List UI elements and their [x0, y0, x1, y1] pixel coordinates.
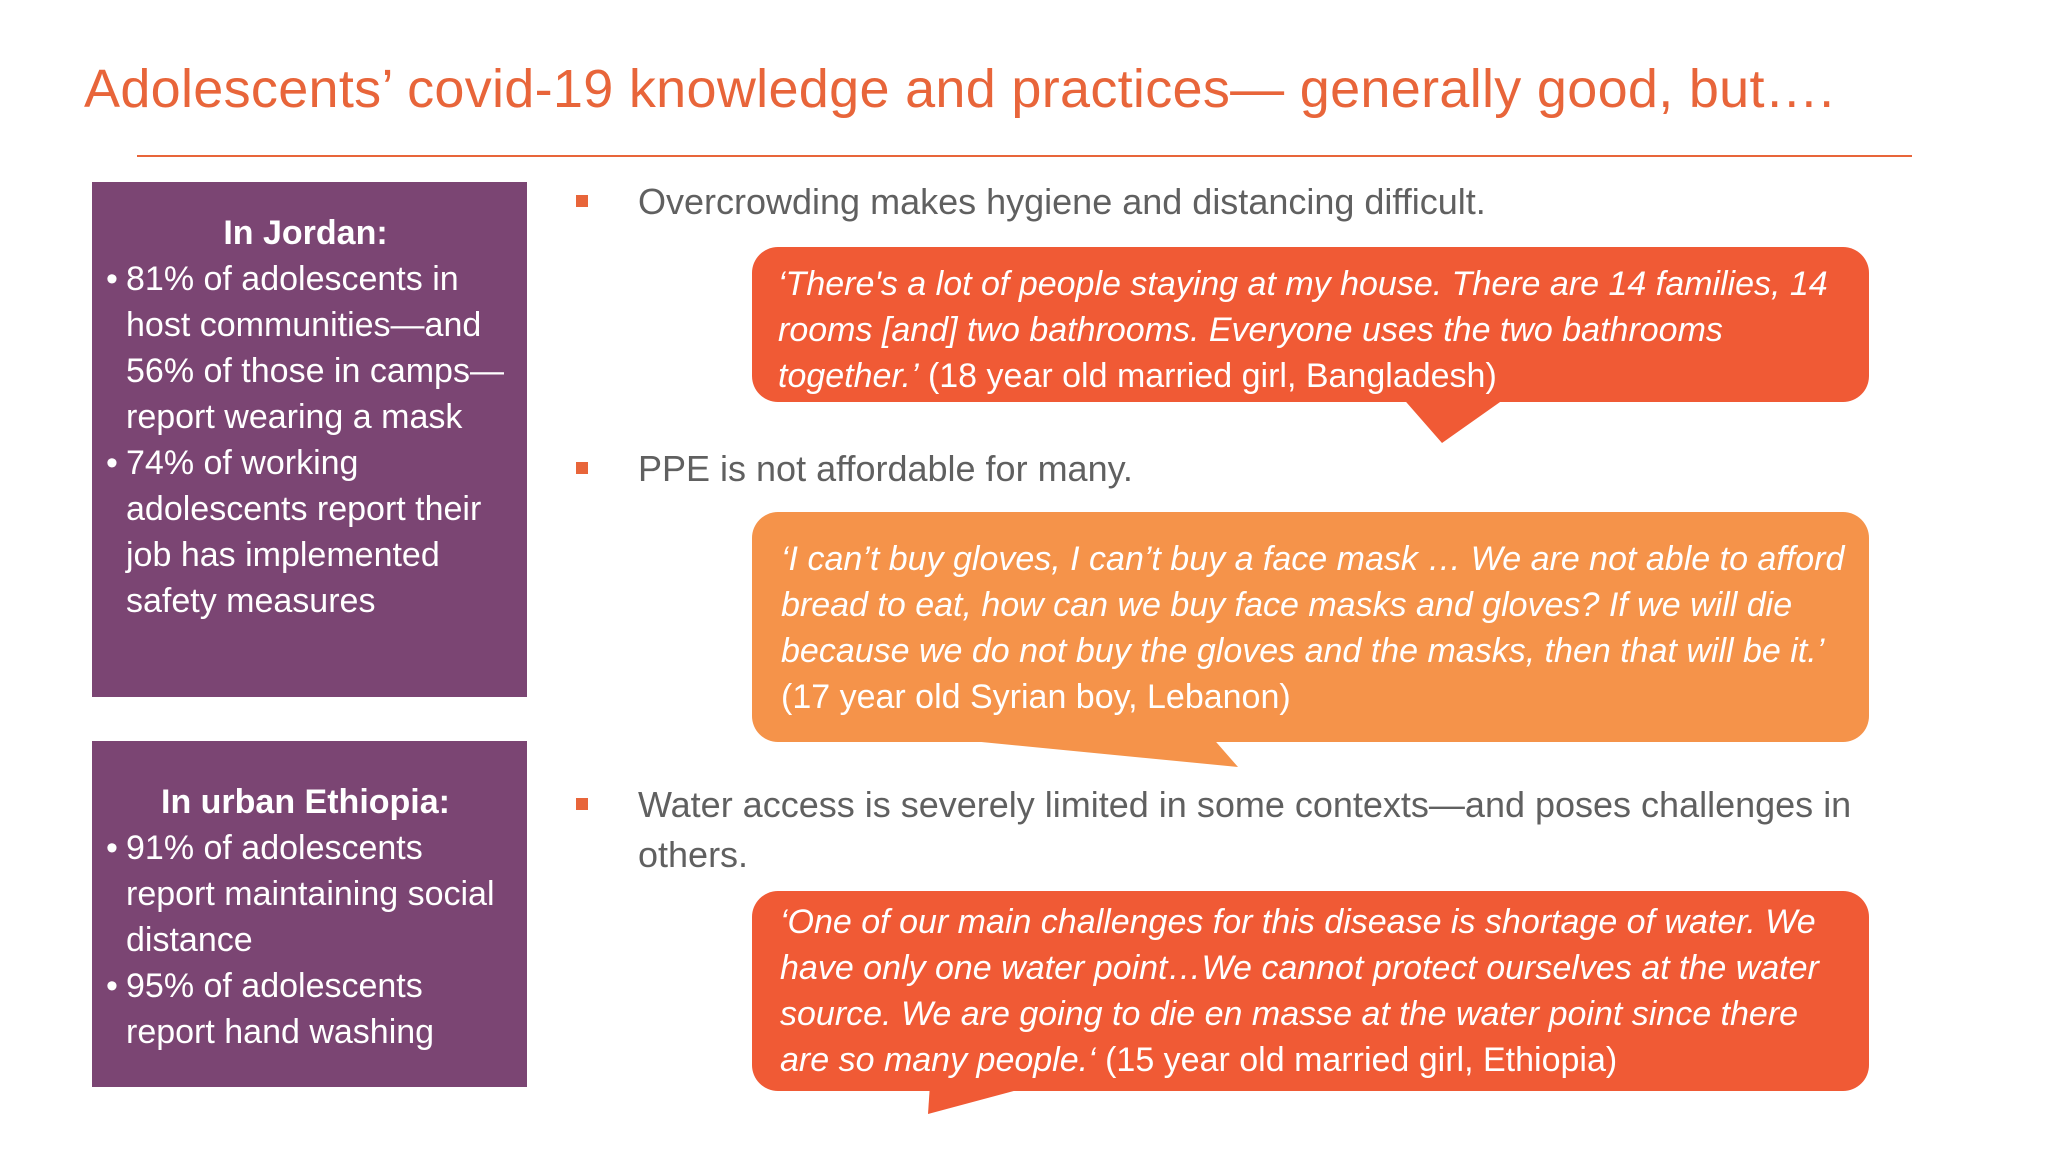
title-divider	[137, 155, 1912, 157]
bullet-dot-icon: •	[106, 260, 118, 298]
quote-text: ‘One of our main challenges for this disease is shortage of water. We have only one water point…We cannot protect ourselves at the water source. We are going to die en masse at the water point since there are so many people.‘	[780, 903, 1819, 1079]
list-item	[106, 256, 505, 440]
quote-text: ‘I can’t buy gloves, I can’t buy a face mask … We are not able to afford bread to eat, how can we buy face masks and gloves? If we will die because we do not buy the gloves and the masks, then that will be it.’	[781, 540, 1845, 670]
bullet-dot-icon: •	[106, 967, 118, 1005]
ethiopia-stat-text: 91% of adolescents report maintaining social distance	[126, 829, 495, 959]
list-item	[106, 963, 505, 1055]
list-item	[106, 440, 505, 624]
bullet-dot-icon: •	[106, 829, 118, 867]
point-text: PPE is not affordable for many.	[638, 448, 1133, 489]
ethiopia-stats-list	[106, 825, 505, 1055]
square-bullet-icon	[576, 462, 588, 474]
ethiopia-stats-box	[92, 741, 527, 1087]
point-text: Overcrowding makes hygiene and distancing difficult.	[638, 181, 1486, 222]
slide-title: Adolescents’ covid-19 knowledge and practices— generally good, but….	[84, 59, 1835, 119]
quote-attribution: (15 year old married girl, Ethiopia)	[1095, 1041, 1618, 1079]
quote-bubble-ethiopia	[752, 891, 1869, 1091]
speech-tail-icon	[1400, 395, 1530, 445]
point-text: Water access is severely limited in some contexts—and poses challenges in others.	[638, 784, 1852, 875]
jordan-heading: In Jordan:	[223, 214, 388, 252]
quote-bubble-lebanon	[752, 512, 1869, 742]
jordan-stats-box	[92, 182, 527, 697]
list-item	[106, 825, 505, 963]
quote-attribution: (18 year old married girl, Bangladesh)	[918, 357, 1497, 395]
jordan-stat-text: 74% of working adolescents report their job has implemented safety measures	[126, 444, 482, 620]
square-bullet-icon	[576, 195, 588, 207]
jordan-stat-text: 81% of adolescents in host communities—and 56% of those in camps—report wearing a mask	[126, 260, 504, 436]
bullet-dot-icon: •	[106, 444, 118, 482]
ethiopia-stat-text: 95% of adolescents report hand washing	[126, 967, 435, 1051]
quote-bubble-bangladesh	[752, 247, 1869, 402]
square-bullet-icon	[576, 798, 588, 810]
ethiopia-heading: In urban Ethiopia:	[161, 783, 450, 821]
jordan-stats-list	[106, 256, 505, 624]
quote-attribution: (17 year old Syrian boy, Lebanon)	[781, 678, 1291, 716]
quote-text: ‘There's a lot of people staying at my house. There are 14 families, 14 rooms [and] two bathrooms. Everyone uses the two bathrooms together.’	[778, 265, 1828, 395]
